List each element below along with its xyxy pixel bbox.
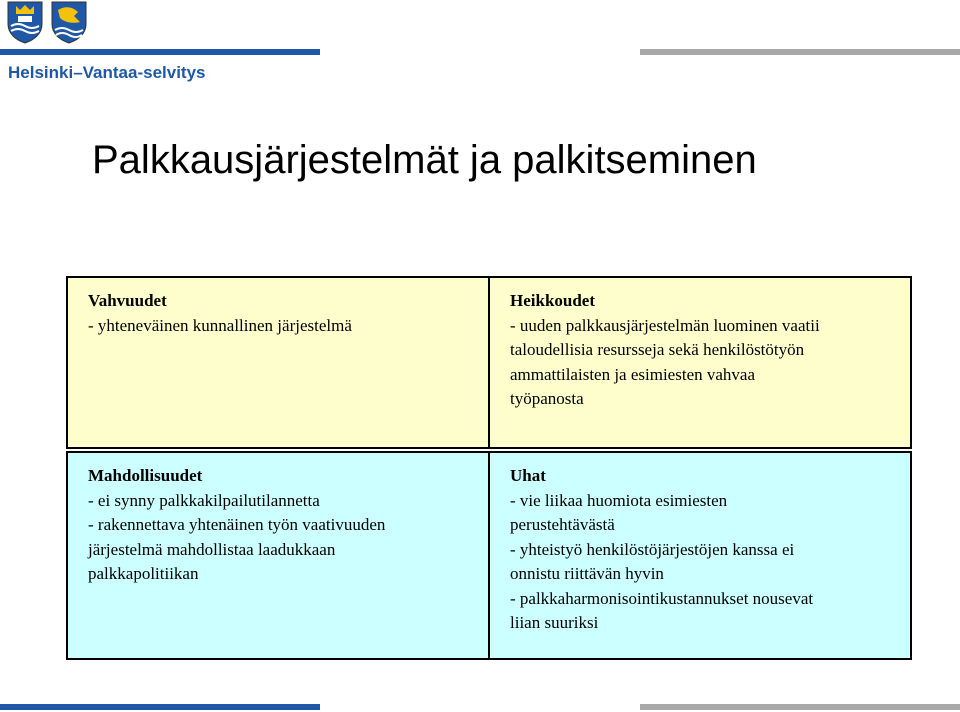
swot-opportunities [66, 451, 490, 660]
weaknesses-line: ammattilaisten ja esimiesten vahvaa [510, 364, 755, 384]
footer-bar-blue [0, 704, 320, 710]
threats-line: perustehtävästä [510, 515, 615, 534]
opportunities-line: - rakennettava yhtenäinen työn vaativuuden [88, 515, 386, 534]
opportunities-line: järjestelmä mahdollistaa laadukkaan [88, 539, 336, 559]
header-bar-gray [640, 49, 960, 55]
header-bar-blue [0, 49, 320, 55]
swot-strengths [66, 276, 490, 449]
strengths-line: - yhteneväinen kunnallinen järjestelmä [88, 315, 352, 335]
logo-group [6, 0, 88, 44]
swot-grid [66, 276, 912, 660]
threats-line: - palkkaharmonisointikustannukset nousevat [510, 588, 814, 608]
threats-line: - vie liikaa huomiota esimiesten [510, 490, 728, 510]
opportunities-line: palkkapolitiikan [88, 564, 199, 583]
weaknesses-line: työpanosta [510, 389, 584, 408]
weaknesses-line: taloudellisia resursseja sekä henkilöstötyön [510, 340, 805, 359]
vantaa-crest-icon [50, 0, 88, 44]
swot-threats [488, 451, 912, 660]
footer-bar-gray [640, 704, 960, 710]
strengths-heading: Vahvuudet [88, 291, 167, 310]
opportunities-heading: Mahdollisuudet [88, 466, 203, 485]
slide-title: Palkkausjärjestelmät ja palkitseminen [92, 138, 757, 182]
threats-line: liian suuriksi [510, 613, 599, 632]
header-subtitle: Helsinki–Vantaa-selvitys [8, 63, 206, 82]
threats-heading: Uhat [510, 466, 546, 485]
threats-line: - yhteistyö henkilöstöjärjestöjen kanssa ei [510, 539, 795, 559]
helsinki-crest-icon [6, 0, 44, 44]
threats-line: onnistu riittävän hyvin [510, 564, 664, 583]
swot-weaknesses [488, 276, 912, 449]
weaknesses-heading: Heikkoudet [510, 291, 596, 310]
opportunities-line: - ei synny palkkakilpailutilannetta [88, 490, 320, 510]
weaknesses-line: - uuden palkkausjärjestelmän luominen vaatii [510, 315, 820, 335]
